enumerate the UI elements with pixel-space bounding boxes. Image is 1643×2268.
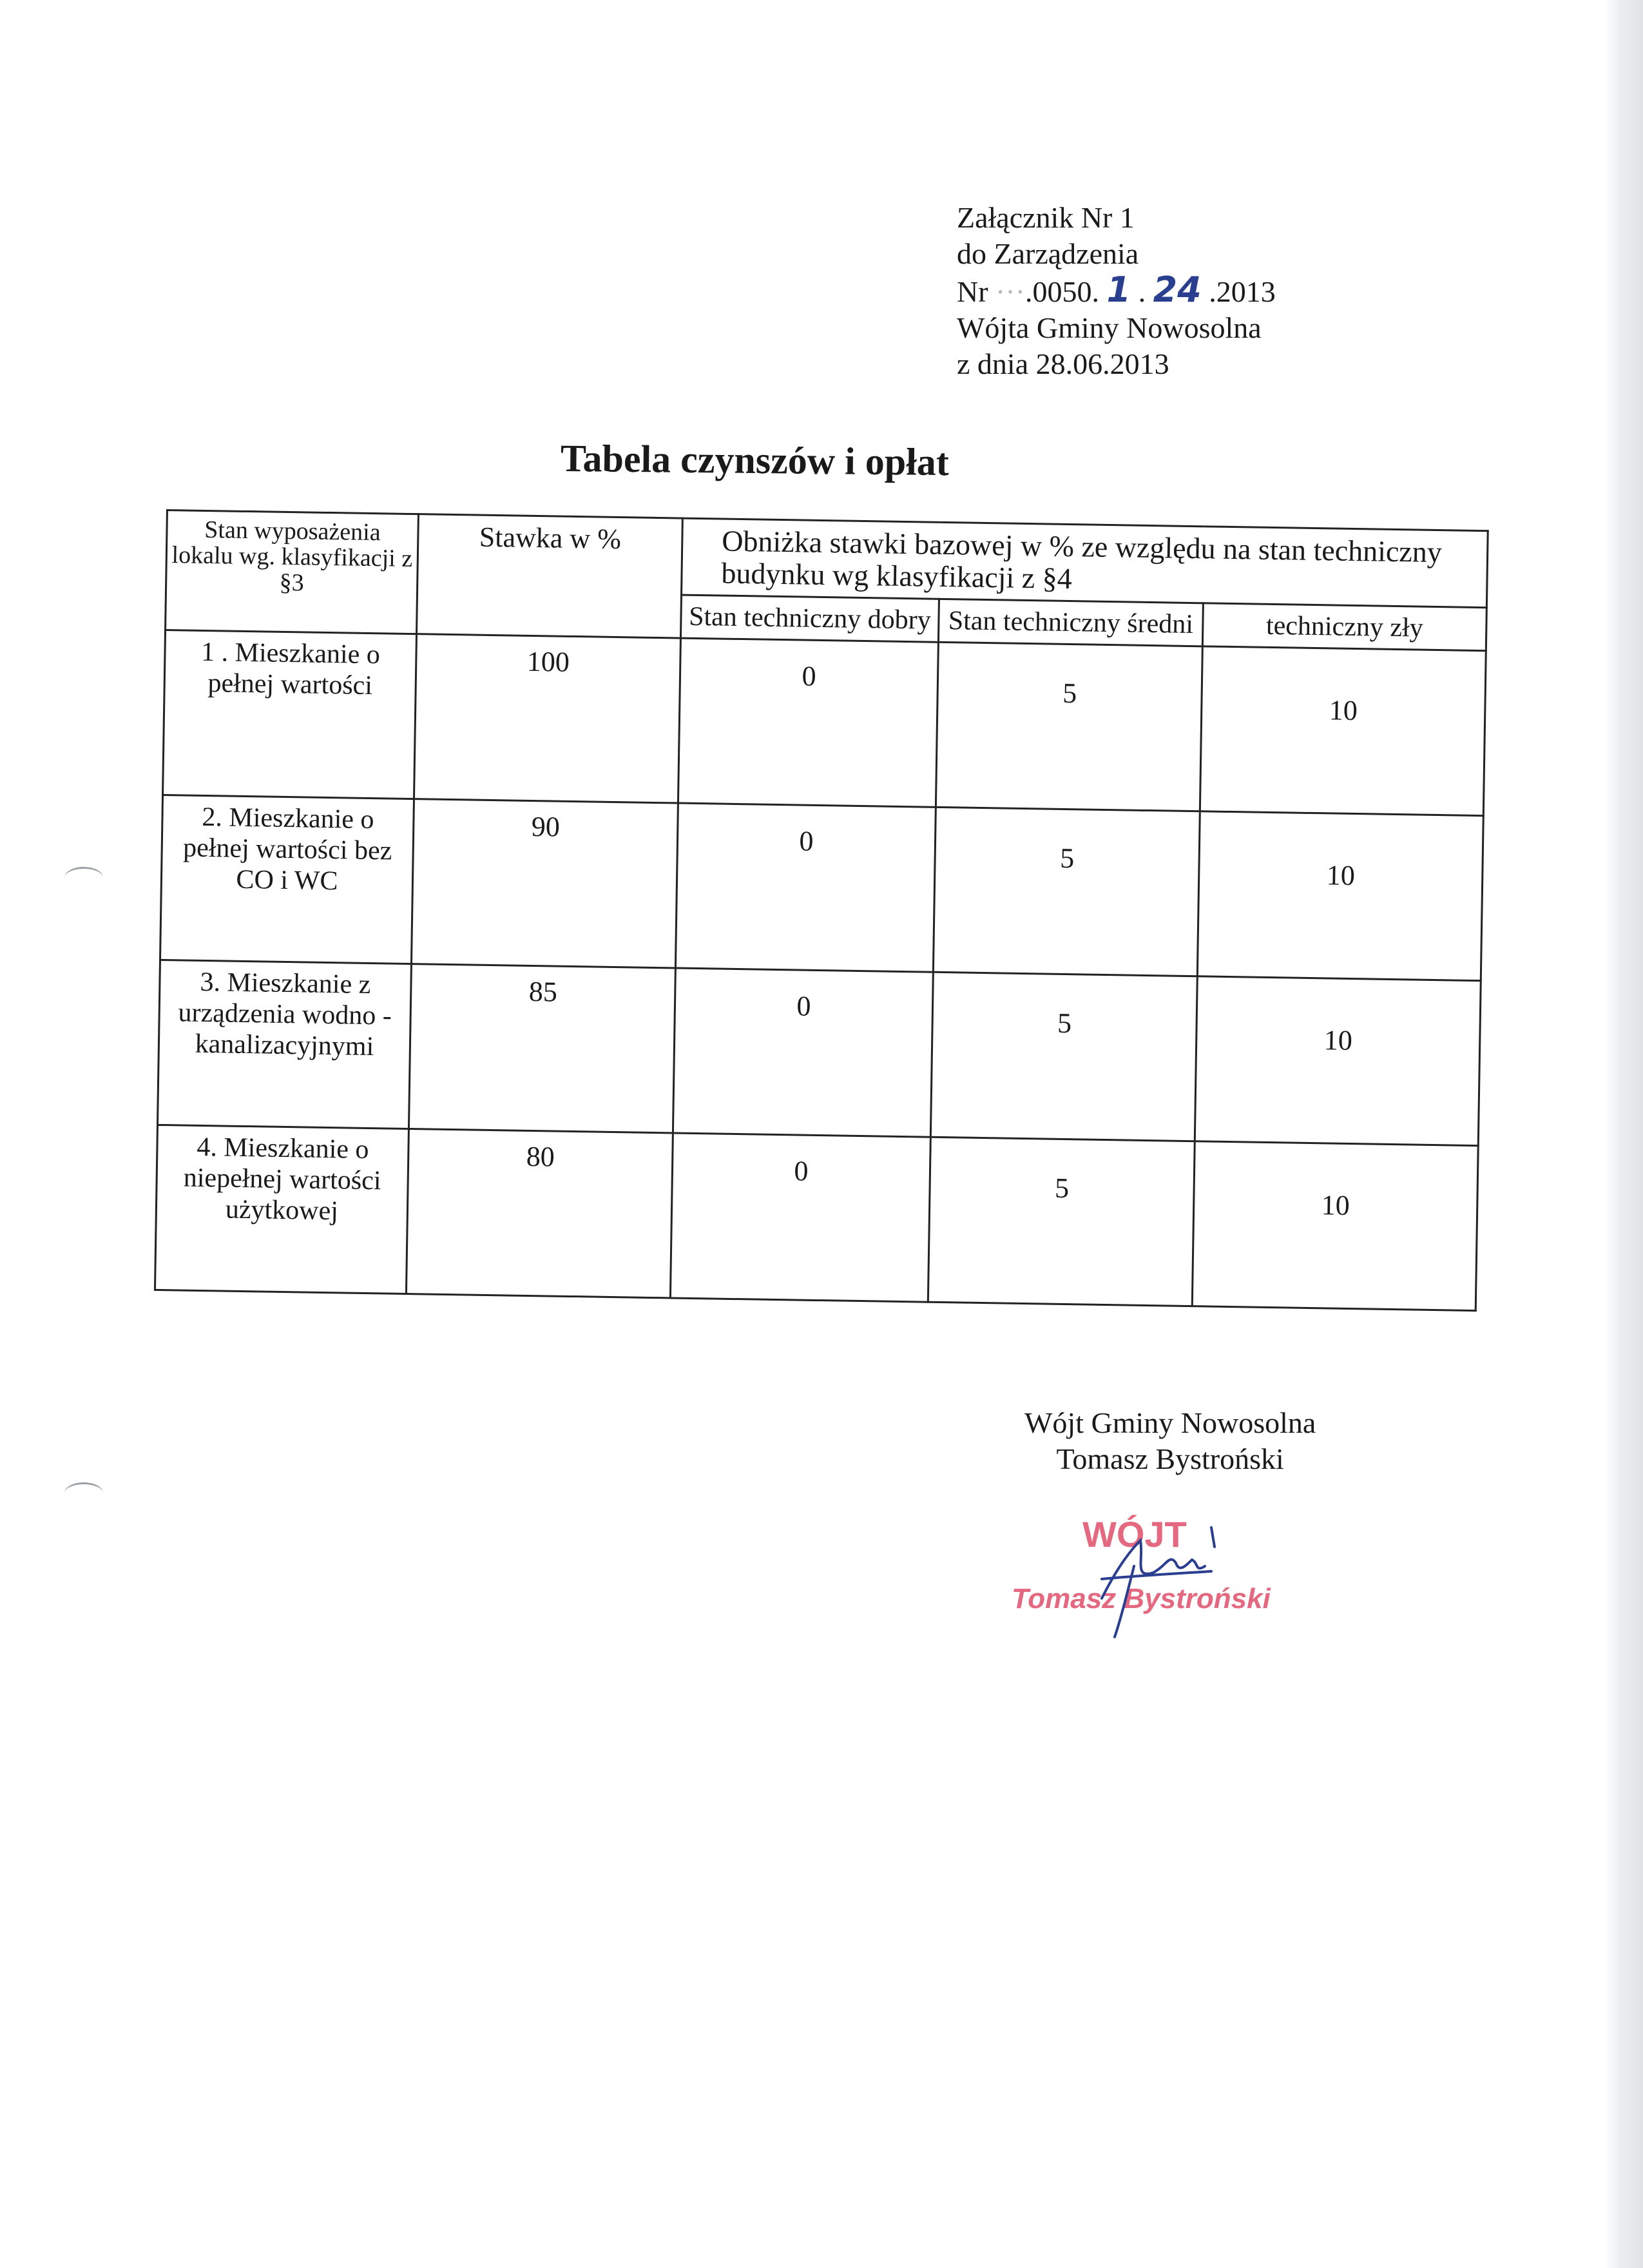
attachment-line-2: do Zarządzenia — [957, 237, 1139, 270]
punch-hole-mark — [64, 1482, 103, 1504]
signature-name: Tomasz Bystroński — [1056, 1442, 1284, 1475]
attachment-nr-handwritten-1: 1 — [1106, 269, 1131, 310]
row-label: 1 . Mieszkanie o pełnej wartości — [163, 630, 417, 799]
reduction-bad-cell: 10 — [1200, 646, 1486, 816]
attachment-nr-sep: . — [1131, 275, 1153, 308]
table-row — [155, 1125, 1478, 1310]
rent-table — [154, 509, 1489, 1312]
reduction-bad-cell: 10 — [1195, 976, 1481, 1146]
stamp-title: WÓJT — [1082, 1514, 1187, 1555]
reduction-good-cell: 0 — [675, 803, 936, 972]
reduction-good-cell: 0 — [678, 638, 938, 807]
scan-edge-shadow — [1604, 0, 1643, 2268]
reduction-medium-cell: 5 — [933, 807, 1200, 976]
table-header-row — [166, 510, 1488, 608]
row-label: 2. Mieszkanie o pełnej wartości bez CO i WC — [160, 795, 414, 964]
official-stamp — [1005, 1502, 1276, 1650]
rent-table-container — [154, 509, 1489, 1312]
punch-hole-mark — [64, 867, 103, 888]
attachment-nr-prefix: Nr — [957, 275, 988, 308]
table-row — [160, 795, 1484, 980]
signature-block — [1024, 1405, 1316, 1477]
attachment-nr-year: .2013 — [1209, 275, 1276, 308]
row-label: 4. Mieszkanie o niepełnej wartości użytkowej — [155, 1125, 408, 1294]
table-row — [157, 960, 1481, 1145]
subheader-condition-medium: Stan techniczny średni — [938, 599, 1203, 646]
attachment-line-5: z dnia 28.06.2013 — [957, 347, 1169, 380]
rate-cell: 90 — [411, 799, 678, 968]
reduction-bad-cell: 10 — [1197, 811, 1483, 981]
header-equipment-state: Stan wyposażenia lokalu wg. klasyfikacji z §3 — [166, 510, 419, 634]
reduction-medium-cell: 5 — [936, 642, 1202, 811]
attachment-nr-redacted: ··· — [995, 275, 1026, 308]
rate-cell: 100 — [414, 634, 680, 803]
row-label: 3. Mieszkanie z urządzenia wodno - kanalizacyjnymi — [157, 960, 411, 1129]
document-title: Tabela czynszów i opłat — [560, 436, 950, 484]
attachment-header — [957, 200, 1276, 382]
attachment-nr-code: .0050. — [1025, 275, 1100, 308]
attachment-nr-handwritten-2: 24 — [1153, 269, 1202, 310]
stamp-name: Tomasz Bystroński — [1012, 1583, 1271, 1614]
subheader-condition-good: Stan techniczny dobry — [680, 595, 939, 642]
rate-cell: 80 — [406, 1129, 673, 1298]
header-reduction: Obniżka stawki bazowej w % ze względu na stan techniczny budynku wg klasyfikacji z §4 — [682, 518, 1488, 608]
reduction-good-cell: 0 — [670, 1133, 930, 1302]
attachment-line-1: Załącznik Nr 1 — [957, 201, 1135, 234]
rate-cell: 85 — [408, 964, 675, 1133]
reduction-medium-cell: 5 — [930, 972, 1197, 1141]
subheader-condition-bad: techniczny zły — [1202, 603, 1486, 651]
signature-title: Wójt Gminy Nowosolna — [1024, 1406, 1316, 1439]
attachment-number-line — [957, 269, 1276, 310]
reduction-bad-cell: 10 — [1192, 1141, 1478, 1311]
reduction-good-cell: 0 — [673, 968, 933, 1137]
attachment-line-4: Wójta Gminy Nowosolna — [957, 311, 1262, 344]
header-rate: Stawka w % — [417, 514, 683, 638]
table-row — [163, 630, 1486, 816]
reduction-medium-cell: 5 — [928, 1137, 1195, 1306]
